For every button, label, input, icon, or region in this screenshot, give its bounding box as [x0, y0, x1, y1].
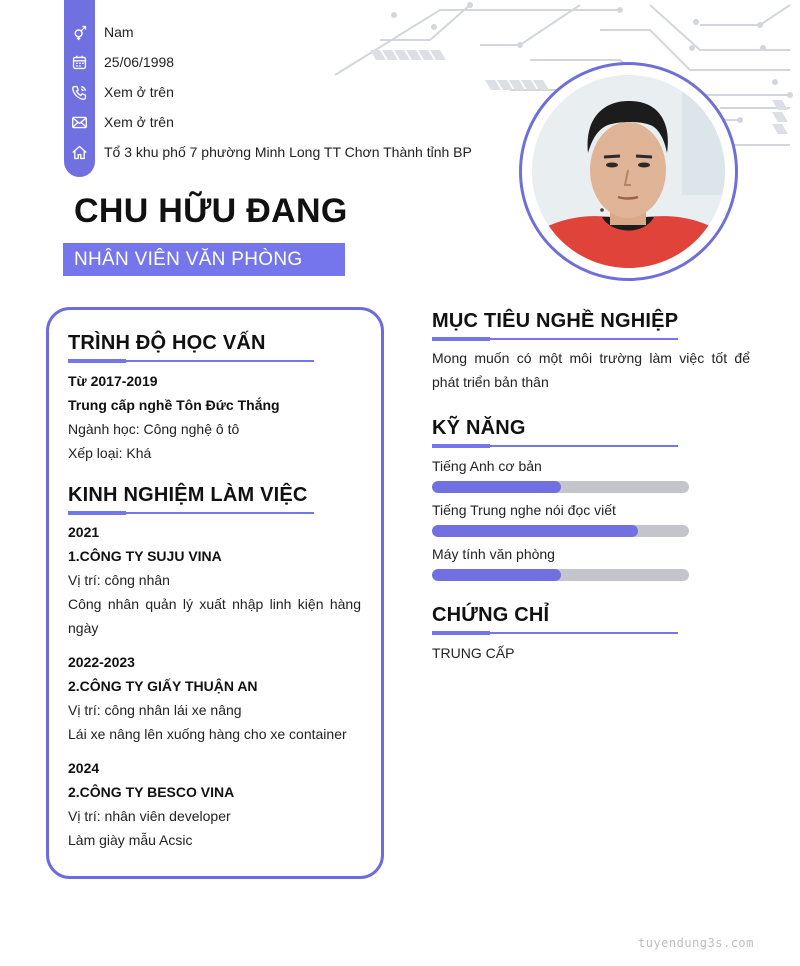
- education-major: Ngành học: Công nghệ ô tô: [68, 421, 240, 437]
- calendar-icon: [64, 54, 95, 71]
- skill-level-fill: [432, 481, 561, 493]
- experience-company: 2.CÔNG TY BESCO VINA: [68, 784, 235, 800]
- certificates-title-underline: [432, 632, 678, 634]
- phone-text: Xem ở trên: [104, 84, 174, 100]
- contact-birthday: [64, 47, 174, 77]
- experience-description: Lái xe nâng lên xuống hàng cho xe container: [68, 726, 347, 742]
- certificates-title: CHỨNG CHỈ: [432, 604, 550, 626]
- avatar: [532, 75, 725, 268]
- skill-level-bar: [432, 569, 689, 581]
- gender-text: Nam: [104, 24, 134, 40]
- experience-year: 2024: [68, 760, 100, 776]
- skill-level-bar: [432, 481, 689, 493]
- experience-year: 2021: [68, 524, 100, 540]
- certificate-item: TRUNG CẤP: [432, 645, 515, 661]
- skills-title: KỸ NĂNG: [432, 417, 526, 439]
- gender-icon: [64, 24, 95, 41]
- experience-title-underline: [68, 512, 314, 514]
- education-school: Trung cấp nghề Tôn Đức Thắng: [68, 397, 280, 413]
- objective-text: Mong muốn có một môi trường làm việc tốt để phát triển bản thân: [432, 350, 750, 390]
- experience-position: Vị trí: nhân viên developer: [68, 808, 231, 824]
- experience-description: Công nhân quản lý xuất nhập linh kiện hàng ngày: [68, 596, 361, 636]
- email-text: Xem ở trên: [104, 114, 174, 130]
- watermark-text: tuyendung3s.com: [638, 936, 754, 950]
- skill-level-bar: [432, 525, 689, 537]
- skill-name: Tiếng Anh cơ bản: [432, 458, 542, 474]
- skill-name: Tiếng Trung nghe nói đọc viết: [432, 502, 616, 518]
- experience-description: Làm giày mẫu Acsic: [68, 832, 193, 848]
- education-period: Từ 2017-2019: [68, 373, 158, 389]
- experience-title: KINH NGHIỆM LÀM VIỆC: [68, 484, 308, 506]
- contact-gender: [64, 17, 134, 47]
- contact-phone: [64, 77, 174, 107]
- education-title-underline: [68, 360, 314, 362]
- objective-title: MỤC TIÊU NGHỀ NGHIỆP: [432, 310, 679, 332]
- birthday-text: 25/06/1998: [104, 54, 175, 70]
- experience-company: 1.CÔNG TY SUJU VINA: [68, 548, 222, 564]
- contact-email: [64, 107, 174, 137]
- objective-title-underline: [432, 338, 678, 340]
- education-title: TRÌNH ĐỘ HỌC VẤN: [68, 332, 266, 354]
- education-grade: Xếp loại: Khá: [68, 445, 152, 461]
- candidate-name: CHU HỮU ĐANG: [74, 192, 348, 230]
- address-text: Tổ 3 khu phố 7 phường Minh Long TT Chơn Thành tỉnh BP: [104, 144, 472, 160]
- experience-position: Vị trí: công nhân: [68, 572, 170, 588]
- experience-year: 2022-2023: [68, 654, 135, 670]
- contact-address: [64, 137, 472, 167]
- envelope-icon: [64, 114, 95, 131]
- experience-company: 2.CÔNG TY GIẤY THUẬN AN: [68, 678, 258, 694]
- experience-position: Vị trí: công nhân lái xe nâng: [68, 702, 242, 718]
- skill-name: Máy tính văn phòng: [432, 546, 555, 562]
- job-title-banner: NHÂN VIÊN VĂN PHÒNG: [63, 243, 345, 276]
- skill-level-fill: [432, 569, 561, 581]
- skills-title-underline: [432, 445, 678, 447]
- phone-icon: [64, 84, 95, 101]
- home-icon: [64, 144, 95, 161]
- skill-level-fill: [432, 525, 638, 537]
